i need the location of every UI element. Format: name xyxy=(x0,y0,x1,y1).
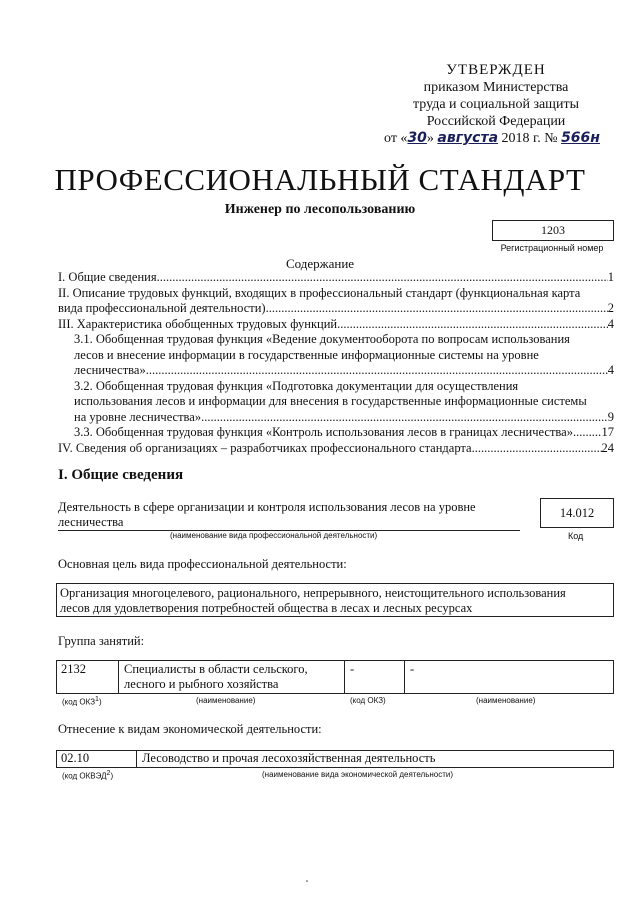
approval-title: УТВЕРЖДЕН xyxy=(446,62,546,78)
okz-name-2: - xyxy=(410,662,415,676)
code-caption: Код xyxy=(568,531,584,541)
order-mid: » xyxy=(426,131,434,146)
okz-code-caption: (код ОКЗ$^1$) xyxy=(62,696,102,707)
toc-item[interactable]: II. Описание трудовых функций, входящих в профессиональный стандарт (функциональная карта вида профессиональной деятельности) ..... 2 xyxy=(58,286,614,317)
toc-item[interactable]: 3.1. Обобщенная трудовая функция «Ведение документооборота по вопросам использования лесов и внесение информации в государственные информационные системы на уровне лесничества» ..... 4 xyxy=(58,332,614,379)
activity-name: Деятельность в сфере организации и контроля использования лесов на уровне лесничества xyxy=(58,500,520,531)
approval-line-2: труда и социальной защиты xyxy=(413,97,579,112)
okz-name-1: Специалисты в области сельского, лесного и рыбного хозяйства xyxy=(124,662,308,691)
divider xyxy=(136,750,137,768)
standard-name: Инженер по лесопользованию xyxy=(224,202,416,217)
divider xyxy=(344,660,345,694)
toc-item[interactable]: 3.2. Обобщенная трудовая функция «Подготовка документации для осуществления использования лесов и информации для внесения в государственные информационные системы на уровне лесничества» ..... 9 xyxy=(58,379,614,426)
order-number: 566н xyxy=(561,130,600,146)
activity-code: 14.012 xyxy=(559,506,595,520)
registration-label: Регистрационный номер xyxy=(500,243,604,253)
okz-name-caption-2: (наименование) xyxy=(476,696,536,705)
document-title: ПРОФЕССИОНАЛЬНЫЙ СТАНДАРТ xyxy=(54,162,586,197)
table-of-contents xyxy=(58,270,614,456)
okved-name-caption: (наименование вида экономической деятельности) xyxy=(262,770,454,779)
toc-item[interactable]: I. Общие сведения ..... 1 xyxy=(58,270,614,286)
goal-label: Основная цель вида профессиональной деятельности: xyxy=(58,557,347,571)
approval-block xyxy=(376,62,616,147)
section-heading: I. Общие сведения xyxy=(58,467,184,483)
okz-code-1: 2132 xyxy=(61,662,86,676)
activity-code-box xyxy=(540,498,614,528)
order-prefix: от « xyxy=(384,131,408,146)
toc-item[interactable]: IV. Сведения об организациях – разработчиках профессионального стандарта ..... 24 xyxy=(58,441,614,457)
order-day: 30 xyxy=(407,130,427,146)
order-month: августа xyxy=(437,130,499,146)
order-year: 2018 г. № xyxy=(501,131,558,146)
approval-line-1: приказом Министерства xyxy=(423,80,569,95)
okz-code-caption-2: (код ОКЗ) xyxy=(350,696,386,705)
okved-code: 02.10 xyxy=(61,751,90,765)
registration-number-box xyxy=(492,220,614,241)
okz-name-caption: (наименование) xyxy=(196,696,256,705)
registration-number: 1203 xyxy=(541,223,565,237)
group-label: Группа занятий: xyxy=(58,634,145,648)
order-line xyxy=(376,130,616,147)
activity-caption: (наименование вида профессиональной деятельности) xyxy=(170,531,378,540)
divider xyxy=(118,660,119,694)
scan-speck xyxy=(306,880,308,882)
toc-item[interactable]: 3.3. Обобщенная трудовая функция «Контроль использования лесов в границах лесничества» ..... 17 xyxy=(58,425,614,441)
okved-name: Лесоводство и прочая лесохозяйственная деятельность xyxy=(142,751,436,765)
okved-code-caption: (код ОКВЭД$^2$) xyxy=(62,770,114,781)
econ-label: Отнесение к видам экономической деятельности: xyxy=(58,722,322,736)
okz-code-2: - xyxy=(350,662,355,676)
goal-box: Организация многоцелевого, рационального, непрерывного, неистощительного использования лесов для удовлетворения потребностей общества в лесах и лесных ресурсах xyxy=(56,583,614,617)
approval-line-3: Российской Федерации xyxy=(426,114,566,129)
toc-item[interactable]: III. Характеристика обобщенных трудовых функций ..... 4 xyxy=(58,317,614,333)
toc-heading: Содержание xyxy=(285,256,355,271)
divider xyxy=(404,660,405,694)
